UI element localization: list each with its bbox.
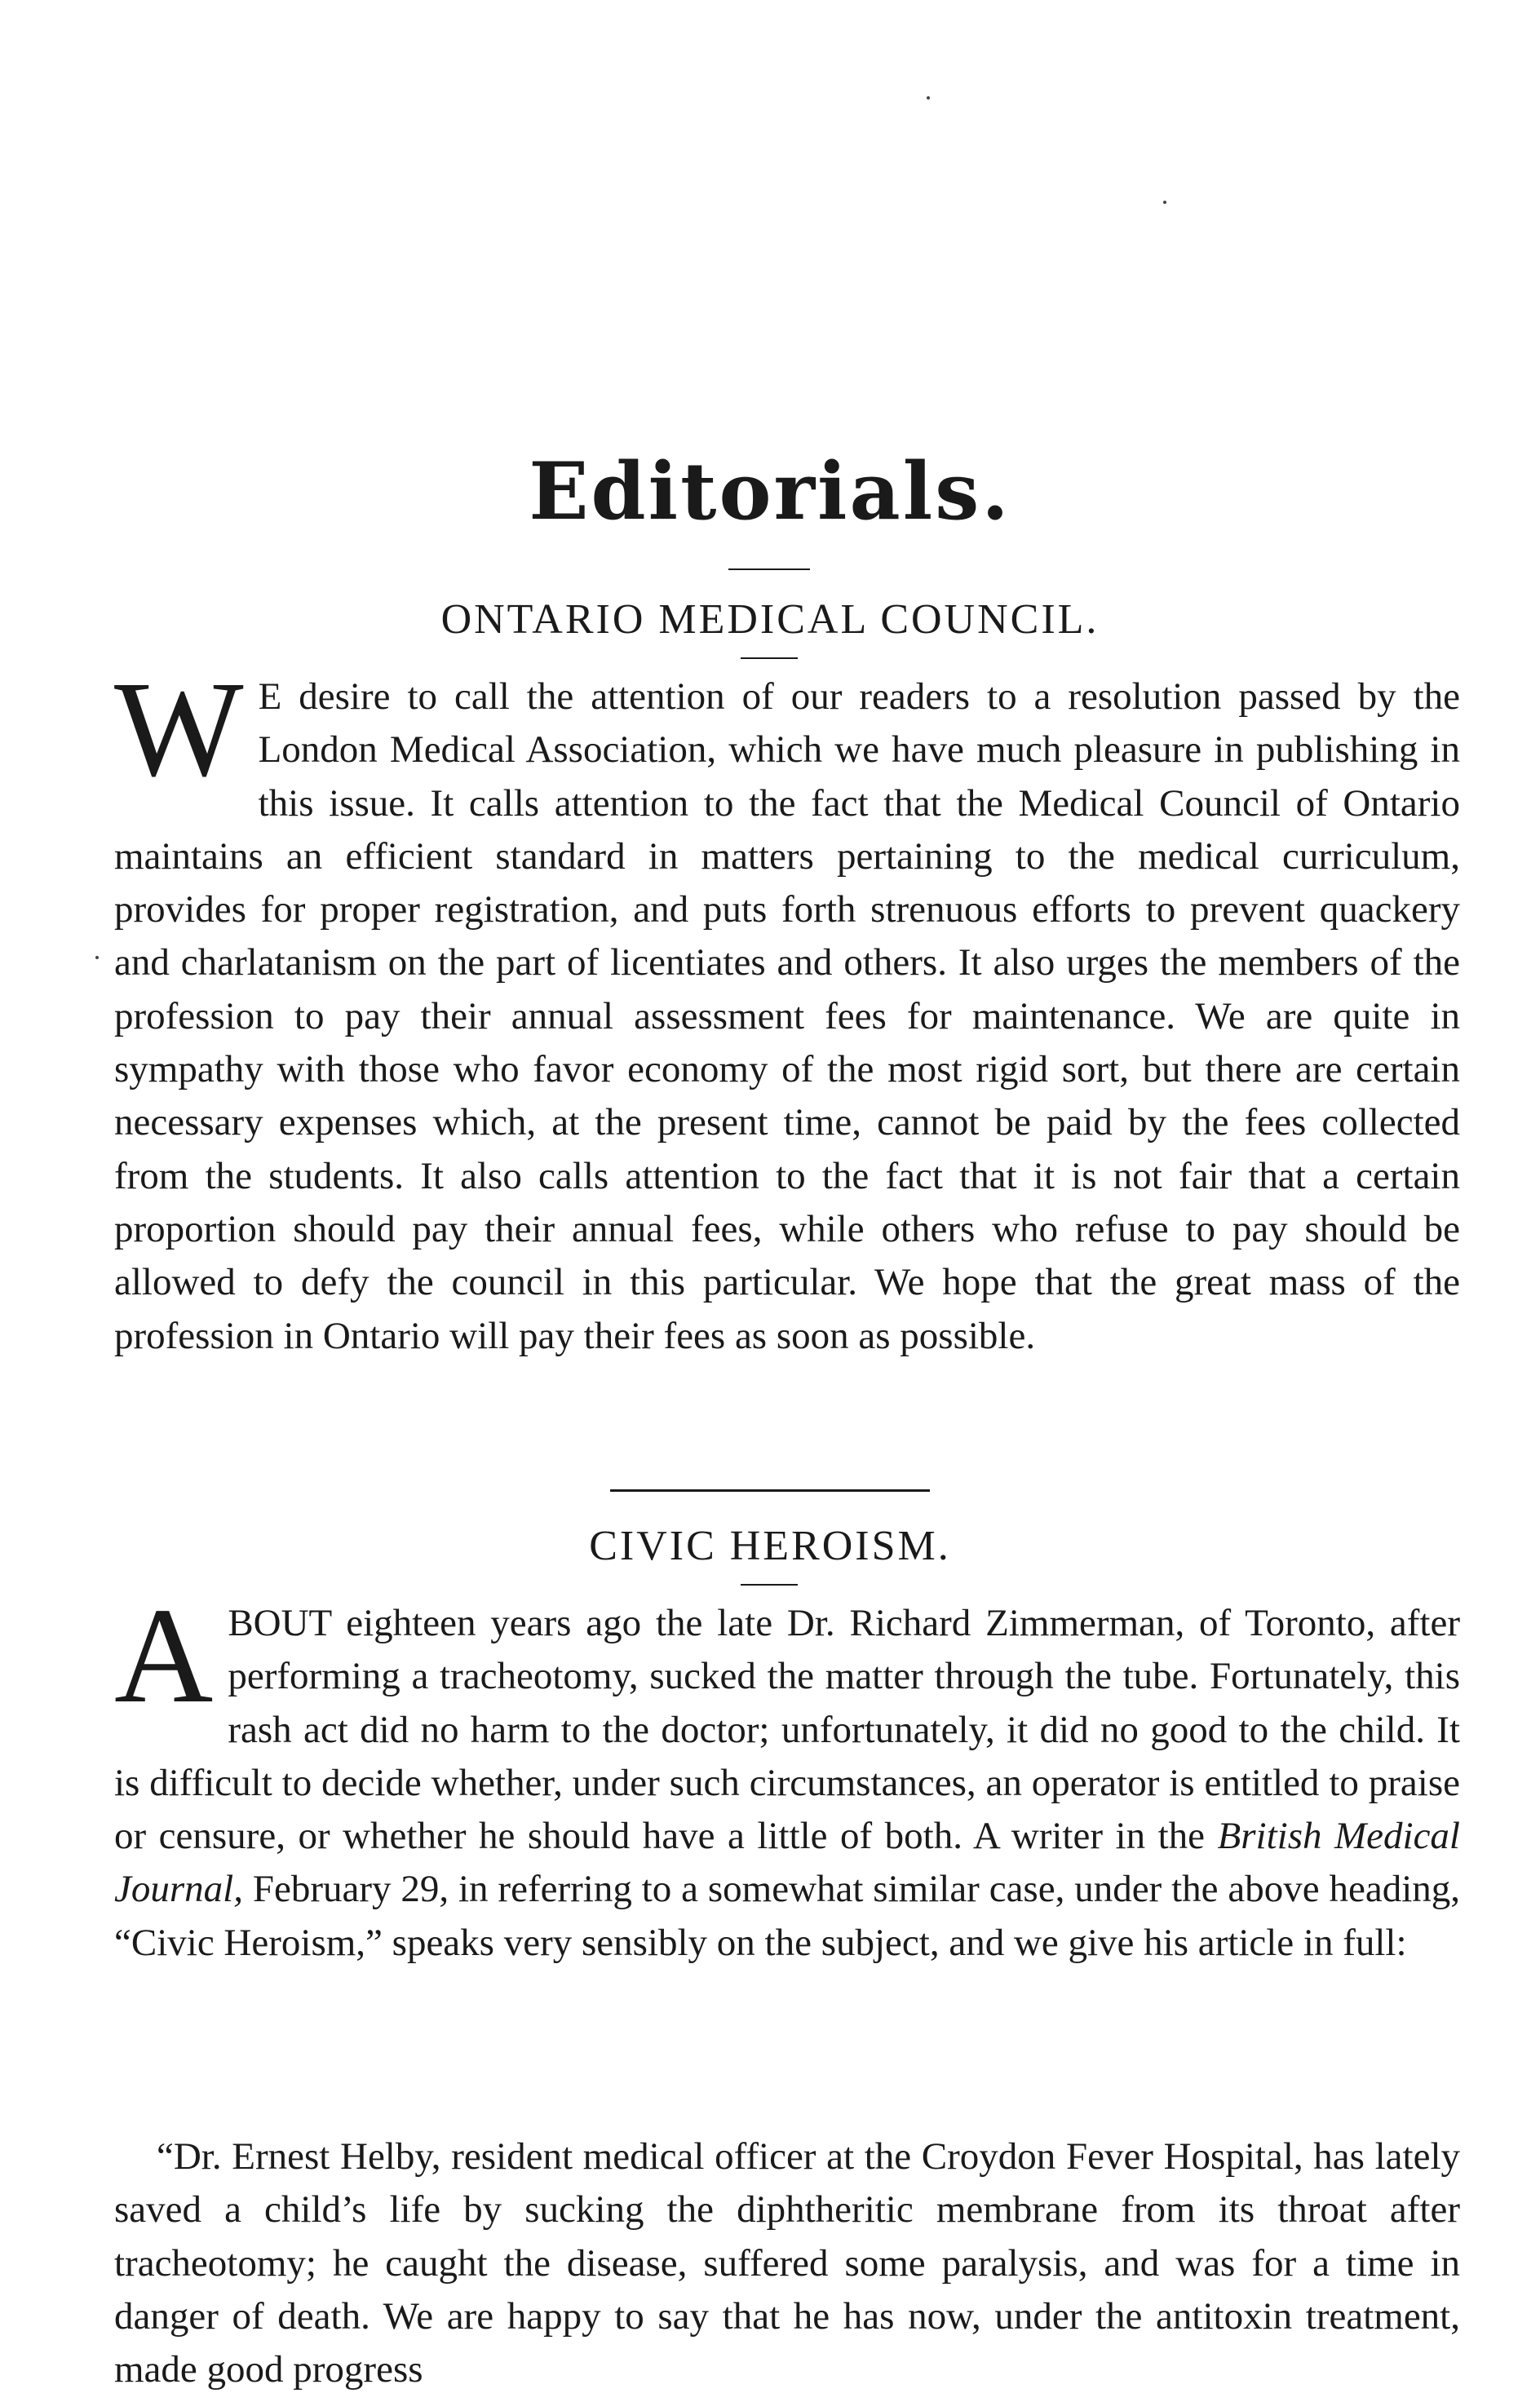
article-body-continued: February 29, in referring to a somewhat similar case, under the above heading, “Civic Heroism,” speaks very sensibly on the subject, and we give his article in full: [114,1868,1461,1964]
section-heading-civic: CIVIC HEROISM. [589,1523,951,1569]
drop-cap-a: A [114,1580,214,1732]
article-body: BOUT eighteen years ago the late Dr. Richard Zimmerman, of Toronto, after performing a tracheotomy, sucked the matter through the tube. Fortunately, this rash act did no harm to the doctor; unfortunately, it did no good to the child. It is difficult to decide whether, under such circumstances, an operator is entitled to praise or censure, or whether he should have a little of both. A writer in the [114,1602,1460,1858]
article-ontario-medical-council [114,653,1460,1363]
masthead-rule [728,568,810,570]
section-divider [610,1489,930,1492]
heading-rule-ontario [741,657,798,659]
journal-title: British Medical Journal, [114,1815,1460,1911]
article-civic-heroism [114,1580,1461,1970]
print-speck [1163,201,1166,204]
section-heading-ontario: ONTARIO MEDICAL COUNCIL. [440,596,1100,643]
drop-cap-w: W [114,653,244,805]
masthead: Editorials. [529,445,1011,537]
print-speck [927,96,930,100]
article-body: E desire to call the attention of our readers to a resolution passed by the London Medical Association, which we have much pleasure in publishing in this issue. It calls attention to the fact that the Medical Council of Ontario maintains an efficient standard in matters pertaining to the medical curriculum, provides for proper registration, and puts forth strenuous efforts to prevent quackery and charlatanism on the part of licentiates and others. It also urges the members of the profession to pay their annual assessment fees for maintenance. We are quite in sympathy with those who favor economy of the most rigid sort, but there are certain necessary expenses which, at the present time, cannot be paid by the fees collected from the students. It also calls attention to the fact that it is not fair that a certain proportion should pay their annual fees, while others who refuse to pay should be allowed to defy the council in this particular. We hope that the great mass of the profession in Ontario will pay their fees as soon as possible. [114,675,1460,1357]
heading-rule-civic [741,1584,798,1586]
print-speck [95,956,99,959]
quotation-paragraph [114,2130,1460,2396]
quotation-text: “Dr. Ernest Helby, resident medical officer at the Croydon Fever Hospital, has lately saved a child’s life by sucking the diphtheritic membrane from its throat after tracheotomy; he caught the disease, suffered some paralysis, and was for a time in danger of death. We are happy to say that he has now, under the antitoxin treatment, made good progress [114,2135,1460,2391]
